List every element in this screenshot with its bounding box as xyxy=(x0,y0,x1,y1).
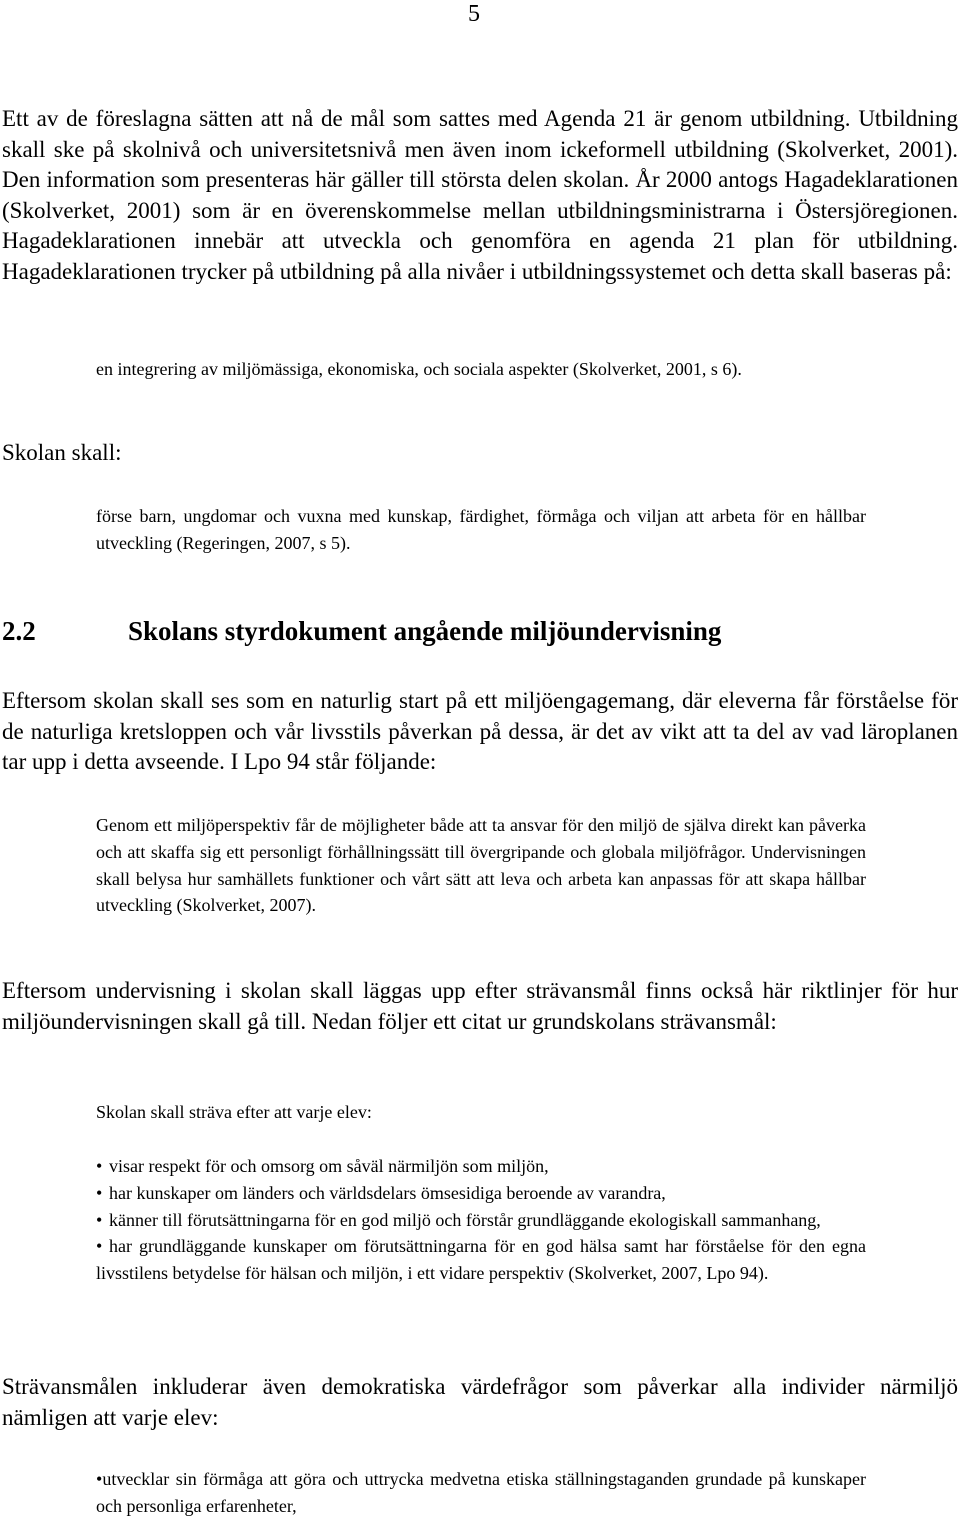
bullet-icon: • xyxy=(96,1236,103,1257)
bullet-list-democratic xyxy=(96,1466,866,1520)
page-number: 5 xyxy=(468,1,480,27)
section-number: 2.2 xyxy=(2,616,36,646)
paragraph-text: Eftersom skolan skall ses som en naturlig start på ett miljöengagemang, där eleverna får förståelse för de naturliga kretsloppen och vår livsstils påverkan på dessa, är det av vikt att ta del av vad läroplanen tar upp i detta avseende. I Lpo 94 står följande: xyxy=(2,688,958,774)
block-quote-provide xyxy=(96,503,866,557)
list-item xyxy=(96,1233,866,1287)
body-paragraph-curriculum xyxy=(2,686,958,778)
list-item xyxy=(96,1207,866,1234)
body-paragraph-democratic xyxy=(2,1372,958,1433)
quote-text: Skolan skall sträva efter att varje elev: xyxy=(96,1102,372,1122)
bullet-icon: • xyxy=(96,1156,103,1176)
body-paragraph-agenda21 xyxy=(2,104,958,287)
body-paragraph-goals xyxy=(2,976,958,1037)
block-quote-goals-intro xyxy=(96,1099,866,1126)
paragraph-text: Ett av de föreslagna sätten att nå de mål som sattes med Agenda 21 är genom utbildning. Utbildning skall ske på skolnivå och universitetsnivå men även inom ickeformell utbildning (Skolverket, 2001). Den information som presenteras här gäller till största delen skolan. År 2000 antogs Hagadeklarationen (Skolverket, 2001) som är en överenskommelse mellan utbildningsministrarna i Östersjöregionen. Hagadeklarationen innebär att utveckla och genomföra en agenda 21 plan för utbildning. Hagadeklarationen trycker på utbildning på alla nivåer i utbildningssystemet och detta skall baseras på: xyxy=(2,106,958,284)
list-item xyxy=(96,1466,866,1520)
school-shall-label: Skolan skall: xyxy=(2,440,122,465)
quote-text: förse barn, ungdomar och vuxna med kunskap, färdighet, förmåga och viljan att arbeta för en hållbar utveckling (Regeringen, 2007, s 5). xyxy=(96,506,866,553)
list-item-text: har grundläggande kunskaper om förutsättningarna för en god hälsa samt har förståelse för den egna livsstilens betydelse för hälsan och miljön, i ett vidare perspektiv (Skolverket, 2007, Lpo 94). xyxy=(96,1236,866,1284)
block-quote-integration xyxy=(96,356,866,383)
bullet-icon: • xyxy=(96,1469,103,1489)
quote-text: en integrering av miljömässiga, ekonomiska, och sociala aspekter (Skolverket, 2001, s 6). xyxy=(96,359,742,379)
paragraph-text: Eftersom undervisning i skolan skall läggas upp efter strävansmål finns också här riktlinjer för hur miljöundervisningen skall gå till. Nedan följer ett citat ur grundskolans strävansmål: xyxy=(2,978,958,1034)
list-item xyxy=(96,1153,866,1180)
section-title: Skolans styrdokument angående miljöundervisning xyxy=(128,616,722,646)
list-item-text: har kunskaper om länders och världsdelars ömsesidiga beroende av varandra, xyxy=(109,1182,666,1203)
list-item xyxy=(96,1180,866,1207)
list-item-text: känner till förutsättningarna för en god miljö och förstår grundläggande ekologiskall sammanhang, xyxy=(109,1209,821,1230)
list-item-text: utvecklar sin förmåga att göra och uttrycka medvetna etiska ställningstaganden grundade på kunskaper och personliga erfarenheter, xyxy=(96,1469,866,1516)
bullet-list-goals xyxy=(96,1153,866,1287)
quote-text: Genom ett miljöperspektiv får de möjligheter både att ta ansvar för den miljö de själva direkt kan påverka och att skaffa sig ett personligt förhållningssätt till övergripande och globala miljöfrågor. Undervisningen skall belysa hur samhällets funktioner och vårt sätt att leva och arbeta kan anpassas för att skapa hållbar utveckling (Skolverket, 2007). xyxy=(96,815,866,916)
bullet-icon: • xyxy=(96,1182,103,1203)
paragraph-text: Strävansmålen inkluderar även demokratiska värdefrågor som påverkar alla individer närmiljö nämligen att varje elev: xyxy=(2,1374,958,1430)
list-item-text: visar respekt för och omsorg om såväl närmiljön som miljön, xyxy=(109,1156,549,1176)
bullet-icon: • xyxy=(96,1209,103,1230)
block-quote-environment-perspective xyxy=(96,812,866,919)
section-heading xyxy=(2,612,721,650)
